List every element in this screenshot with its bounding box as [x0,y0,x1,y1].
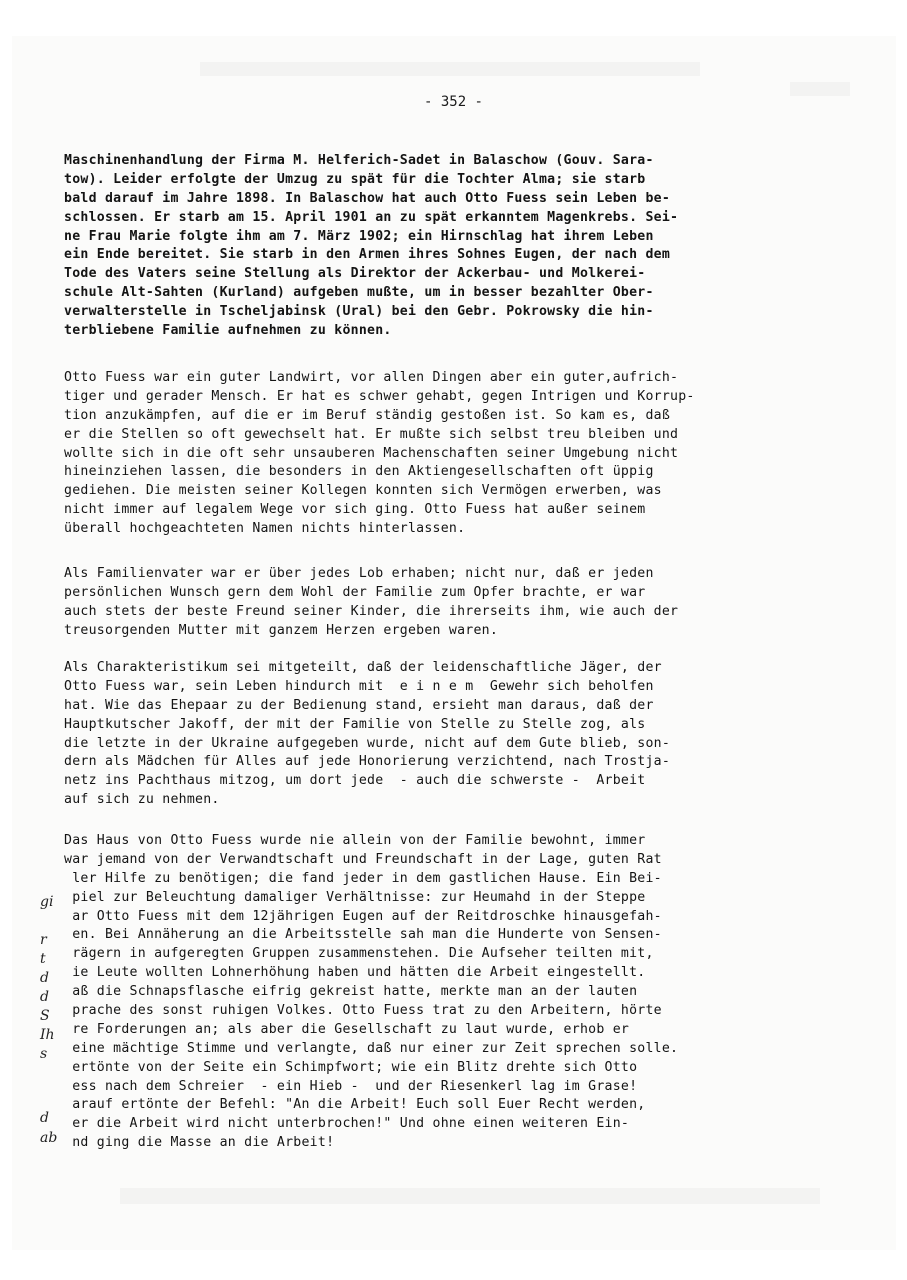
text-line: Otto Fuess war, sein Leben hindurch mit e i n e m Gewehr sich beholfen [64,678,654,694]
text-line: prache des sonst ruhigen Volkes. Otto Fuess trat zu den Arbeitern, hörte [64,1003,662,1019]
handwritten-margin-note: d [40,989,49,1005]
text-line: Hauptkutscher Jakoff, der mit der Familie von Stelle zu Stelle zog, als [64,716,646,732]
text-line: nd ging die Masse an die Arbeit! [64,1135,335,1151]
text-line: schule Alt-Sahten (Kurland) aufgeben mußte, um in besser bezahlter Ober- [64,285,654,301]
handwritten-margin-note: s [40,1046,48,1062]
handwritten-margin-note: gi [40,894,54,910]
text-line: ein Ende bereitet. Sie starb in den Armen ihres Sohnes Eugen, der nach dem [64,247,671,263]
text-line: rägern in aufgeregten Gruppen zusammenstehen. Die Aufseher teilten mit, [64,946,654,962]
text-line: tiger und gerader Mensch. Er hat es schwer gehabt, gegen Intrigen und Korrup- [64,388,695,404]
text-line: ertönte von der Seite ein Schimpfwort; wie ein Blitz drehte sich Otto [64,1059,638,1075]
text-line: aß die Schnapsflasche eifrig gekreist hatte, merkte man an der lauten [64,984,638,1000]
text-line: en. Bei Annäherung an die Arbeitsstelle sah man die Hunderte von Sensen- [64,927,662,943]
text-line: Als Charakteristikum sei mitgeteilt, daß der leidenschaftliche Jäger, der [64,660,662,675]
paragraph-4 [64,659,670,810]
text-line: tion anzukämpfen, auf die er im Beruf ständig gestoßen ist. So kam es, daß [64,407,671,423]
text-line: nicht immer auf legalem Wege vor sich ging. Otto Fuess hat außer seinem [64,502,646,518]
text-line: er die Stellen so oft gewechselt hat. Er mußte sich selbst treu bleiben und [64,426,679,442]
text-line: Tode des Vaters seine Stellung als Direktor der Ackerbau- und Molkerei- [64,266,646,282]
text-line: hineinziehen lassen, die besonders in den Aktiengesellschaften oft üppig [64,464,654,480]
text-line: re Forderungen an; als aber die Gesellschaft zu laut wurde, erhob er [64,1021,630,1037]
text-line: persönlichen Wunsch gern dem Wohl der Familie zum Opfer brachte, er war [64,584,646,600]
paragraph-3 [64,565,678,641]
text-line: arauf ertönte der Befehl: "An die Arbeit! Euch soll Euer Recht werden, [64,1097,646,1113]
bleed-through-mark [200,62,700,76]
text-line: er die Arbeit wird nicht unterbrochen!" Und ohne einen weiteren Ein- [64,1116,630,1132]
text-line: piel zur Beleuchtung damaliger Verhältnisse: zur Heumahd in der Steppe [64,889,646,905]
handwritten-margin-note: d [40,970,49,986]
handwritten-margin-note: Ih [40,1027,55,1043]
text-line: Als Familienvater war er über jedes Lob erhaben; nicht nur, daß er jeden [64,566,654,581]
text-line: hat. Wie das Ehepaar zu der Bedienung stand, ersieht man daraus, daß der [64,697,654,713]
text-line: dern als Mädchen für Alles auf jede Honorierung verzichtend, nach Trostja- [64,754,671,770]
text-line: treusorgenden Mutter mit ganzem Herzen ergeben waren. [64,622,499,638]
text-line: überall hochgeachteten Namen nichts hinterlassen. [64,521,466,537]
text-line: ar Otto Fuess mit dem 12jährigen Eugen auf der Reitdroschke hinausgefah- [64,908,662,924]
text-line: Otto Fuess war ein guter Landwirt, vor allen Dingen aber ein guter,aufrich- [64,370,679,385]
text-line: schlossen. Er starb am 15. April 1901 an zu spät erkanntem Magenkrebs. Sei- [64,209,679,225]
text-line: war jemand von der Verwandtschaft und Freundschaft in der Lage, guten Rat [64,851,662,867]
text-line: Das Haus von Otto Fuess wurde nie allein von der Familie bewohnt, immer [64,833,646,848]
paragraph-5 [64,832,678,1153]
text-line: Maschinenhandlung der Firma M. Helferich-Sadet in Balaschow (Gouv. Sara- [64,153,654,168]
text-line: wollte sich in die oft sehr unsauberen Machenschaften seiner Umgebung nicht [64,445,679,461]
text-line: bald darauf im Jahre 1898. In Balaschow hat auch Otto Fuess sein Leben be- [64,190,671,206]
text-line: eine mächtige Stimme und verlangte, daß nur einer zur Zeit sprechen solle. [64,1040,679,1056]
text-line: ie Leute wollten Lohnerhöhung haben und hätten die Arbeit eingestellt. [64,965,646,981]
text-line: ess nach dem Schreier - ein Hieb - und der Riesenkerl lag im Grase! [64,1078,638,1094]
paragraph-1 [64,152,678,341]
text-line: auf sich zu nehmen. [64,792,220,808]
paragraph-2 [64,369,695,539]
text-line: ler Hilfe zu benötigen; die fand jeder in dem gastlichen Hause. Ein Bei- [64,870,662,886]
bleed-through-mark [120,1188,820,1204]
handwritten-margin-note: S [40,1008,50,1024]
text-line: die letzte in der Ukraine aufgegeben wurde, nicht auf dem Gute blieb, son- [64,735,671,751]
handwritten-margin-note: d [40,1110,49,1126]
page-number: - 352 - [423,94,483,110]
handwritten-margin-note: r [40,932,47,948]
handwritten-margin-note: t [40,951,46,967]
text-line: netz ins Pachthaus mitzog, um dort jede - auch die schwerste - Arbeit [64,773,646,789]
text-line: terbliebene Familie aufnehmen zu können. [64,323,392,339]
handwritten-margin-note: ab [40,1130,58,1146]
text-line: tow). Leider erfolgte der Umzug zu spät für die Tochter Alma; sie starb [64,171,646,187]
text-line: ne Frau Marie folgte ihm am 7. März 1902; ein Hirnschlag hat ihrem Leben [64,228,654,244]
text-line: auch stets der beste Freund seiner Kinder, die ihrerseits ihm, wie auch der [64,603,679,619]
text-line: verwalterstelle in Tscheljabinsk (Ural) bei den Gebr. Pokrowsky die hin- [64,304,654,320]
text-line: gediehen. Die meisten seiner Kollegen konnten sich Vermögen erwerben, was [64,483,662,499]
